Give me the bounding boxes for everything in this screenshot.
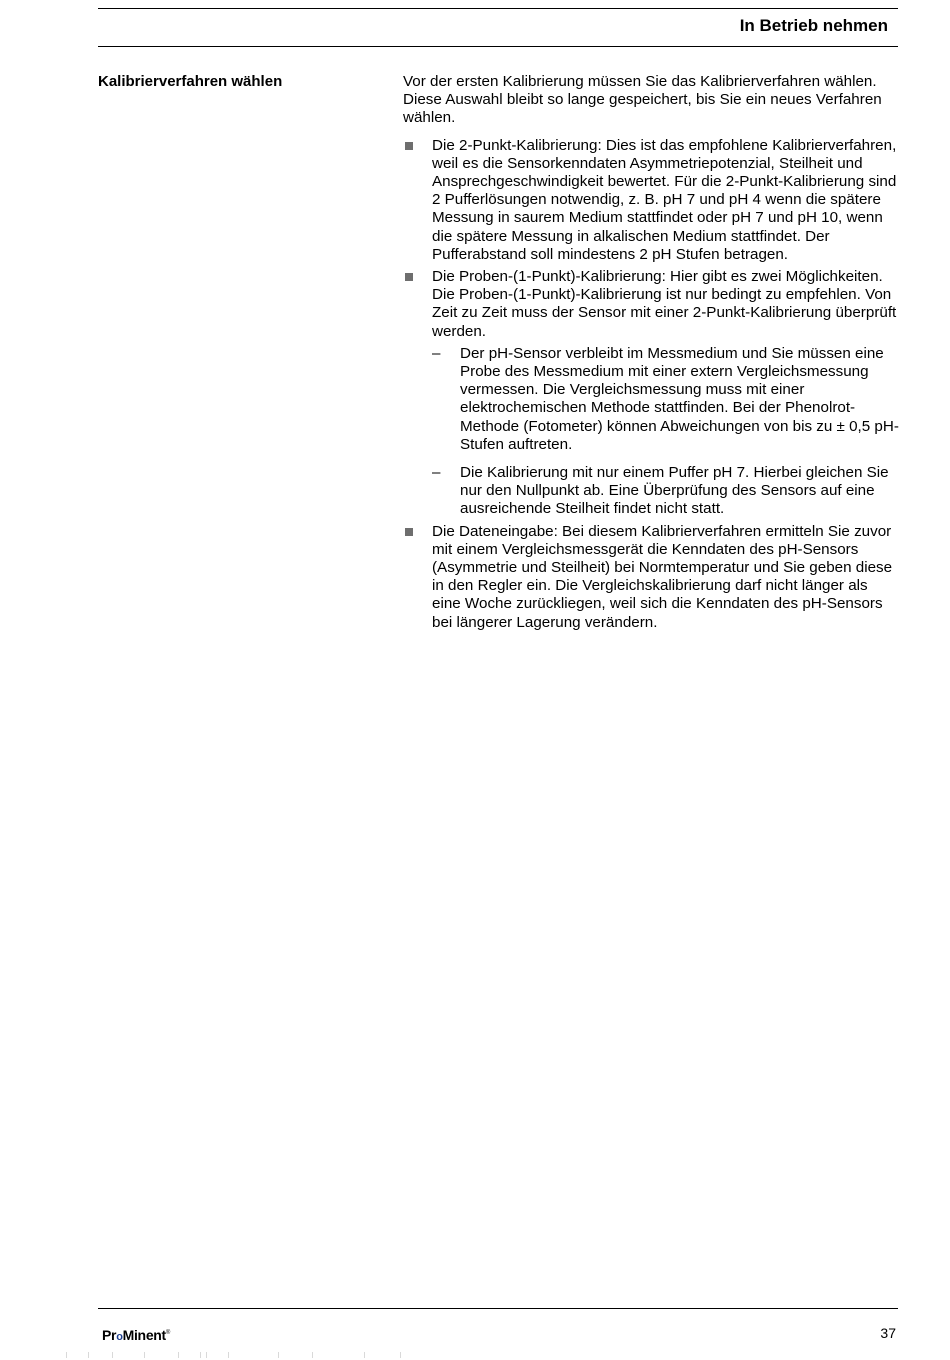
registered-mark: ® bbox=[165, 1330, 171, 1336]
header-rule-top bbox=[98, 8, 898, 9]
header-rule-bottom bbox=[98, 46, 898, 47]
list-item-text: Die Dateneingabe: Bei diesem Kalibrierverfahren ermitteln Sie zuvor mit einem Vergleichsmessgerät die Kenndaten des pH-Sensors (Asymmetrie und Steilheit) bei Normtemperatur und Sie geben diese in den Regler ein. Die Vergleichskalibrierung darf nicht länger als eine Woche zurückliegen, weil sich die Kenndaten des pH-Sensors bei längerer Lagerung verändern. bbox=[432, 522, 893, 631]
logo-text-part: Minent bbox=[122, 1327, 166, 1343]
square-bullet-icon bbox=[405, 273, 413, 281]
intro-paragraph: Vor der ersten Kalibrierung müssen Sie das Kalibrierverfahren wählen. Diese Auswahl bleibt so lange gespeichert, bis Sie ein neues Verfahren wählen. bbox=[403, 73, 882, 127]
list-item bbox=[403, 268, 900, 519]
prominent-logo bbox=[102, 1327, 170, 1343]
list-item-text: Die Proben-(1-Punkt)-Kalibrierung: Hier gibt es zwei Möglichkeiten. Die Proben-(1-Punkt)-Kalibrierung ist nur bedingt zu empfehlen. Von Zeit zu Zeit muss der Sensor mit einer 2-Punkt-Kalibrierung überprüft werden. bbox=[432, 268, 897, 340]
list-item bbox=[403, 137, 900, 264]
logo-text-accent: o bbox=[116, 1331, 123, 1343]
dash-bullet: – bbox=[432, 464, 441, 482]
footer-rule bbox=[98, 1308, 898, 1309]
list-item bbox=[403, 523, 900, 632]
page-header-title: In Betrieb nehmen bbox=[739, 16, 888, 35]
square-bullet-icon bbox=[405, 142, 413, 150]
dash-bullet: – bbox=[432, 344, 441, 362]
logo-text-part: Pr bbox=[102, 1327, 117, 1343]
list-item-text: Die 2-Punkt-Kalibrierung: Dies ist das empfohlene Kalibrierverfahren, weil es die Sensorkenndaten Asymmetriepotenzial, Steilheit und Ansprechgeschwindigkeit bewertet. Für die 2-Punkt-Kalibrierung sind 2 Pufferlösungen notwendig, z. B. pH 7 und pH 4 wenn die spätere Messung in saurem Medium stattfindet oder pH 7 und pH 10, wenn die spätere Messung in alkalischen Medium stattfindet. Der Pufferabstand soll mindestens 2 pH Stufen betragen. bbox=[432, 136, 897, 263]
section-body bbox=[403, 73, 900, 636]
section-heading: Kalibrierverfahren wählen bbox=[98, 73, 283, 90]
page-number: 37 bbox=[880, 1325, 896, 1341]
square-bullet-icon bbox=[405, 528, 413, 536]
scan-artifact-marks bbox=[60, 1352, 420, 1358]
sub-list-item-text: Die Kalibrierung mit nur einem Puffer pH 7. Hierbei gleichen Sie nur den Nullpunkt ab. Eine Überprüfung des Sensors auf eine ausreichende Steilheit findet nicht statt. bbox=[460, 464, 889, 518]
calibration-method-list bbox=[403, 137, 900, 632]
sub-list bbox=[432, 345, 900, 519]
sub-list-item-text: Der pH-Sensor verbleibt im Messmedium und Sie müssen eine Probe des Messmedium mit einer extern Vergleichsmessung vermessen. Die Vergleichsmessung muss mit einer elektrochemischen Methode stattfinden. Bei der Phenolrot-Methode (Fotometer) können Abweichungen von bis zu ± 0,5 pH-Stufen auftreten. bbox=[460, 344, 899, 453]
sub-list-item bbox=[432, 464, 900, 519]
sub-list-item bbox=[432, 345, 900, 454]
